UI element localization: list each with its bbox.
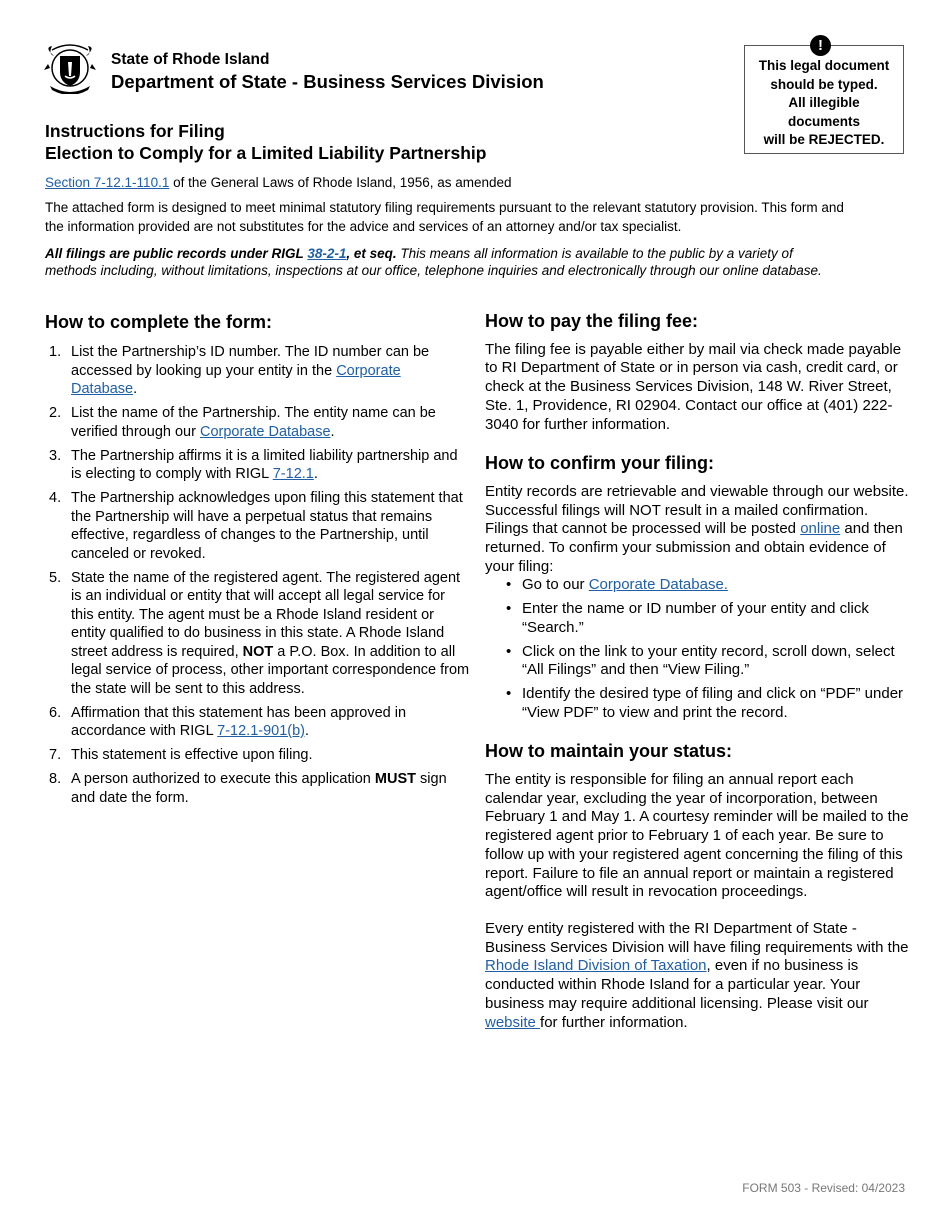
warning-line: documents [787, 113, 860, 129]
exclamation-icon: ! [810, 35, 831, 56]
list-item: • Click on the link to your entity record, scroll down, select “All Filings” and then “View Filing.” [506, 642, 895, 679]
header-state: State of Rhode Island [111, 51, 270, 68]
corporate-database-link[interactable]: Corporate Database [199, 423, 331, 440]
intro-paragraph: The attached form is designed to meet minimal statutory filing requirements pursuant to the relevant statutory provision. This form and the information provided are not substitutes for the advice and services of an attorney and/or tax specialist. [45, 200, 844, 234]
header-department: Department of State - Business Services Division [111, 71, 544, 92]
complete-list [45, 343, 470, 807]
list-item: 4. The Partnership acknowledges upon filing this statement that the Partnership will have a perpetual status that remains effective, regardless of changes to the Partnership, until canceled or revoked. [49, 490, 463, 562]
list-item: • Enter the name or ID number of your entity and click “Search.” [506, 600, 869, 636]
rhode-island-seal-icon [44, 42, 96, 94]
pay-heading: How to pay the filing fee: [485, 311, 699, 331]
statute-link[interactable]: Section 7-12.1-110.1 [45, 175, 170, 190]
confirm-steps [485, 576, 910, 722]
warning-box [744, 45, 904, 154]
public-records-lead-end: , et seq. [346, 246, 397, 261]
page-title: Instructions for Filing [45, 121, 225, 141]
warning-line: will be REJECTED. [763, 132, 885, 147]
rigl-38-2-1-link[interactable]: 38-2-1 [307, 246, 347, 261]
rigl-7-12-1-link[interactable]: 7-12.1 [272, 466, 314, 482]
form-footer: FORM 503 - Revised: 04/2023 [742, 1181, 905, 1195]
statute-text: of the General Laws of Rhode Island, 1956, as amended [169, 175, 512, 190]
public-records-text: This means all information is available to the public by a variety of methods including, without limitations, inspections at our office, telephone inquiries and electronically through our online database. [45, 246, 822, 278]
complete-section [45, 312, 470, 813]
public-records-notice [45, 245, 825, 279]
online-link[interactable]: online [800, 520, 841, 538]
complete-heading: How to complete the form: [45, 312, 273, 332]
list-item: • Go to our Corporate Database. [506, 576, 728, 594]
statute-reference [45, 175, 512, 190]
right-column [485, 312, 910, 1032]
list-item: 6. Affirmation that this statement has been approved in accordance with RIGL 7-12.1-901(b). [49, 704, 407, 739]
page-subtitle: Election to Comply for a Limited Liability Partnership [45, 143, 487, 163]
corporate-database-link[interactable]: Corporate Database [71, 362, 401, 397]
maintain-paragraph-1: The entity is responsible for filing an annual report each calendar year, excluding the year of incorporation, between February 1 and May 1. A courtesy reminder will be mailed to the registered agent prior to February 1 of each year. Be sure to follow up with your registered agent concerning the filing of this report. Failure to file an annual report or maintain a registered agent/office will result in revocation proceedings. [485, 771, 909, 901]
maintain-heading: How to maintain your status: [485, 741, 733, 762]
list-item: 3. The Partnership affirms it is a limited liability partnership and is electing to comply with RIGL 7-12.1. [49, 447, 458, 482]
pay-text: The filing fee is payable either by mail via check made payable to RI Department of State or in person via cash, credit card, or check at the Business Services Division, 148 W. River Street, Ste. 1, Providence, RI 02904. Contact our office at (401) 222-3040 for further information. [485, 340, 902, 433]
list-item: 7. This statement is effective upon filing. [49, 747, 313, 763]
warning-line: This legal document [758, 58, 890, 73]
list-item: 1. List the Partnership’s ID number. The ID number can be accessed by looking up your entity in the Corporate Database. [49, 344, 430, 397]
division-of-taxation-link[interactable]: Rhode Island Division of Taxation [485, 957, 707, 975]
list-item: 5. State the name of the registered agent. The registered agent is an individual or entity that will accept all legal service for this entity. The agent must be a Rhode Island resident or entity qualified to do business in this state. A Rhode Island street address is required, NOT a P.O. Box. In addition to all legal service of process, other important correspondence from the state will be sent to this address. [49, 569, 470, 697]
confirm-text: Entity records are retrievable and viewable through our website. Successful filings will NOT result in a mailed confirmation. Filings that cannot be processed will be posted online and then returned. To confirm your submission and obtain evidence of your filing: [485, 482, 909, 575]
maintain-paragraph-2: Every entity registered with the RI Department of State - Business Services Division will have filing requirements with the Rhode Island Division of Taxation, even if no business is conducted within Rhode Island for a particular year. Your business may require additional licensing. Please visit our website for further information. [485, 919, 909, 1031]
list-item: 8. A person authorized to execute this application MUST sign and date the form. [49, 771, 447, 806]
rigl-7-12-1-901b-link[interactable]: 7-12.1-901(b) [217, 723, 305, 739]
public-records-lead: All filings are public records under RIGL [45, 246, 308, 261]
corporate-database-link[interactable]: Corporate Database. [588, 576, 728, 594]
warning-line: should be typed. [770, 76, 878, 92]
list-item: • Identify the desired type of filing and click on “PDF” under “View PDF” to view and print the record. [506, 684, 904, 721]
list-item: 2. List the name of the Partnership. The entity name can be verified through our Corporate Database. [49, 405, 436, 440]
warning-line: All illegible [788, 95, 860, 110]
confirm-heading: How to confirm your filing: [485, 453, 714, 474]
website-link[interactable]: website [485, 1013, 541, 1031]
